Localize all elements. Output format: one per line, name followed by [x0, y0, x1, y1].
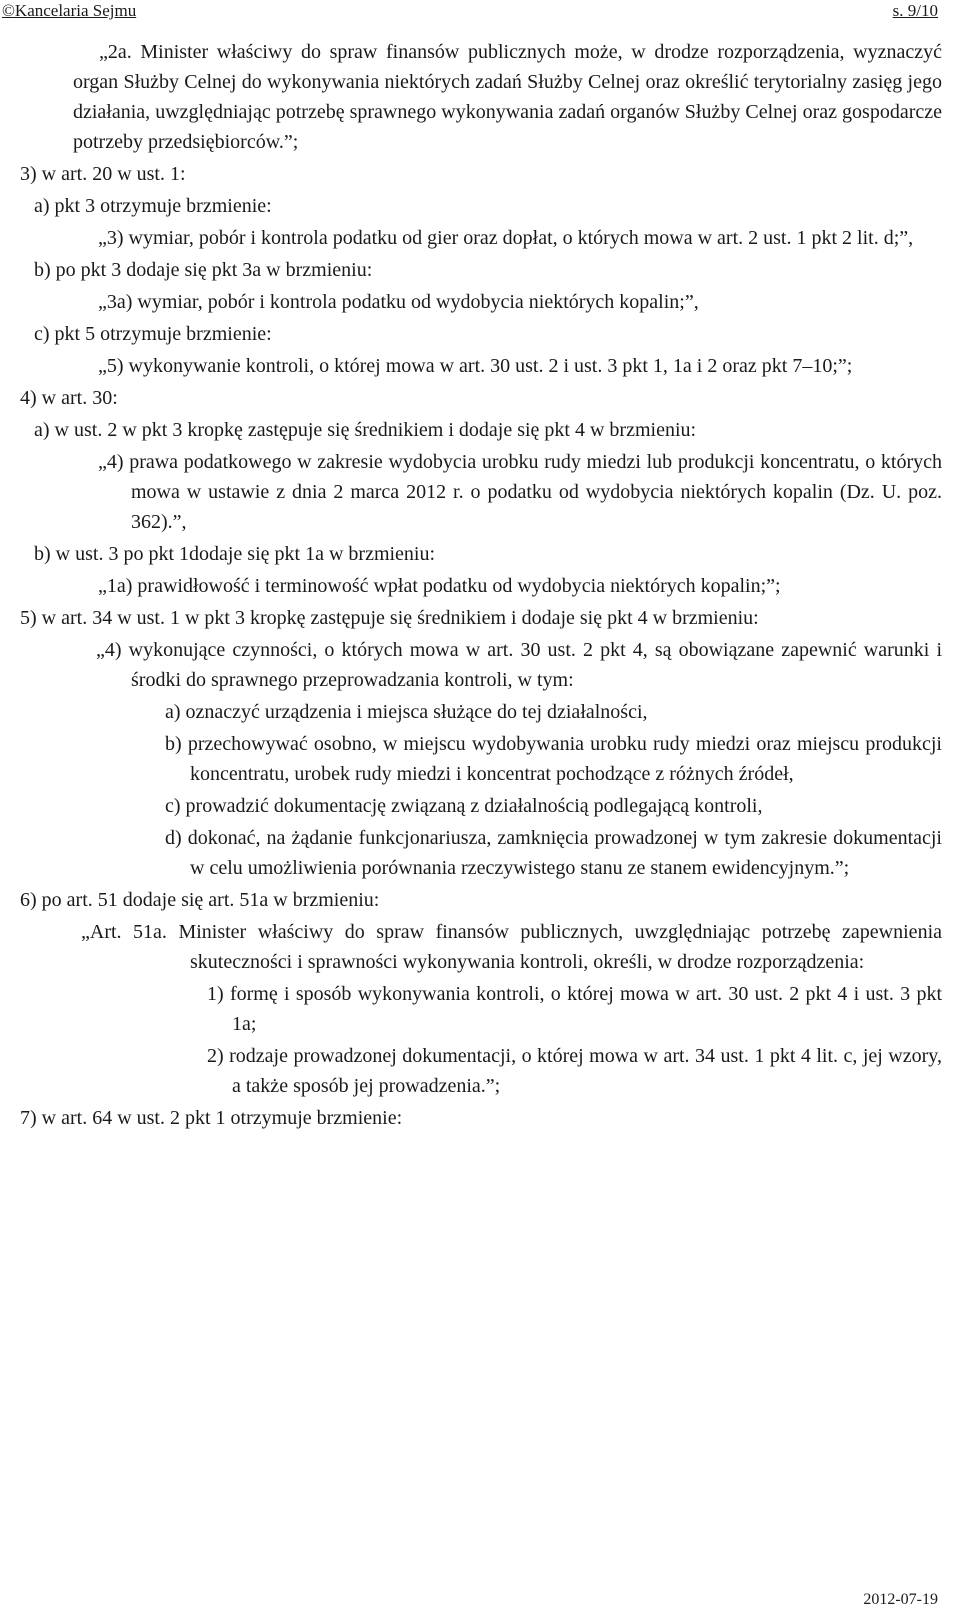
item-6-point-1: 1) formę i sposób wykonywania kontroli, o której mowa w art. 30 ust. 2 pkt 4 i ust. 3 pkt 1a; [207, 983, 942, 1035]
item-7: 7) w art. 64 w ust. 2 pkt 1 otrzymuje brzmienie: [20, 1107, 403, 1129]
item-4a-quote: „4) prawa podatkowego w zakresie wydobycia urobku rudy miedzi lub produkcji koncentratu, o których mowa w ustawie z dnia 2 marca 2012 r. o podatku od wydobycia niektórych kopalin (Dz. U. poz. 362).”, [98, 451, 942, 533]
item-3b-quote: „3a) wymiar, pobór i kontrola podatku od wydobycia niektórych kopalin;”, [98, 291, 699, 313]
item-5-point-d: d) dokonać, na żądanie funkcjonariusza, zamknięcia prowadzonej w tym zakresie dokumentacji w celu umożliwienia porównania rzeczywistego stanu ze stanem ewidencyjnym.”; [165, 827, 942, 879]
item-3c: c) pkt 5 otrzymuje brzmienie: [34, 323, 272, 345]
item-6: 6) po art. 51 dodaje się art. 51a w brzmieniu: [20, 889, 380, 911]
item-4b: b) w ust. 3 po pkt 1dodaje się pkt 1a w brzmieniu: [34, 543, 436, 565]
item-3c-quote: „5) wykonywanie kontroli, o której mowa w art. 30 ust. 2 i ust. 3 pkt 1, 1a i 2 oraz pkt 7–10;”; [98, 355, 853, 377]
document-body [20, 37, 942, 1133]
item-6-point-2: 2) rodzaje prowadzonej dokumentacji, o której mowa w art. 34 ust. 1 pkt 4 lit. c, jej wzory, a także sposób jej prowadzenia.”; [207, 1045, 942, 1097]
item-4a: a) w ust. 2 w pkt 3 kropkę zastępuje się średnikiem i dodaje się pkt 4 w brzmieniu: [34, 419, 697, 441]
header-page-number: s. 9/10 [892, 1, 938, 20]
item-4: 4) w art. 30: [20, 387, 118, 409]
footer-date: 2012-07-19 [863, 1591, 938, 1608]
item-5-point-a: a) oznaczyć urządzenia i miejsca służące do tej działalności, [165, 701, 648, 723]
header-copyright: ©Kancelaria Sejmu [2, 1, 137, 20]
item-5-quote: „4) wykonujące czynności, o których mowa w art. 30 ust. 2 pkt 4, są obowiązane zapewnić warunki i środki do sprawnego przeprowadzania kontroli, w tym: [96, 639, 942, 691]
item-6-article: „Art. 51a. Minister właściwy do spraw finansów publicznych, uwzględniając potrzebę zapewnienia skuteczności i sprawności wykonywania kontroli, określi, w drodze rozporządzenia: [81, 921, 942, 973]
item-5: 5) w art. 34 w ust. 1 w pkt 3 kropkę zastępuje się średnikiem i dodaje się pkt 4 w brzmieniu: [20, 607, 759, 629]
paragraph-2a: „2a. Minister właściwy do spraw finansów publicznych może, w drodze rozporządzenia, wyznaczyć organ Służby Celnej do wykonywania niektórych zadań Służby Celnej oraz określić terytorialny zasięg jego działania, uwzględniając potrzebę sprawnego wykonywania zadań organów Służby Celnej oraz gospodarcze potrzeby przedsiębiorców.”; [73, 41, 942, 153]
item-4b-quote: „1a) prawidłowość i terminowość wpłat podatku od wydobycia niektórych kopalin;”; [98, 575, 781, 597]
item-3b: b) po pkt 3 dodaje się pkt 3a w brzmieniu: [34, 259, 373, 281]
item-5-point-c: c) prowadzić dokumentację związaną z działalnością podlegającą kontroli, [165, 795, 763, 817]
item-3: 3) w art. 20 w ust. 1: [20, 163, 186, 185]
item-3a-quote: „3) wymiar, pobór i kontrola podatku od gier oraz dopłat, o których mowa w art. 2 ust. 1 pkt 2 lit. d;”, [98, 227, 914, 249]
item-5-point-b: b) przechowywać osobno, w miejscu wydobywania urobku rudy miedzi oraz miejscu produkcji koncentratu, urobek rudy miedzi i koncentrat pochodzące z różnych źródeł, [165, 733, 942, 785]
item-3a: a) pkt 3 otrzymuje brzmienie: [34, 195, 272, 217]
